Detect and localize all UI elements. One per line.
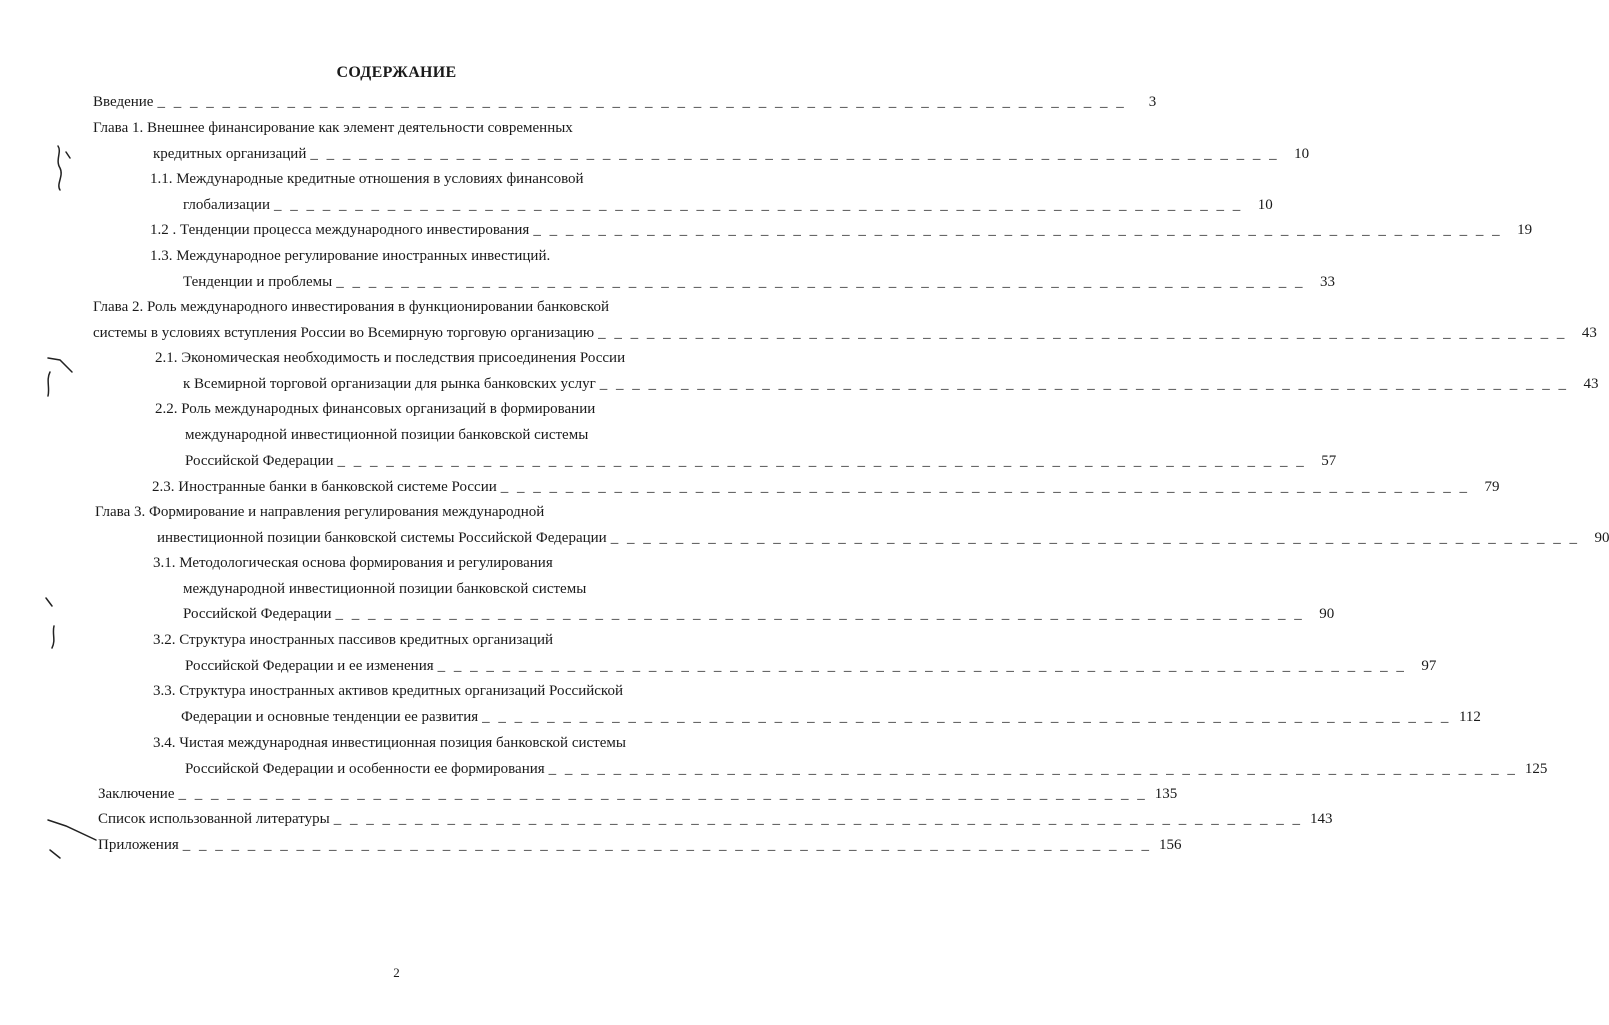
toc-leader: _ _ _ _ _ _ _ _ _ _ _ _ _ _ _ _ _ _ _ _ _ _ _ _ _ _ _ _ _ _ _ _ _ _ _ _ _ _ _ _ _ _ _ _ _ _ _ _ _ _ _ _ _ _ _ _ _ _ _ _ (336, 274, 1305, 290)
toc-section-3-3-title: 3.3. Структура иностранных активов кредитных организаций Российской (153, 683, 623, 699)
toc-page-number: 10 (1257, 197, 1273, 213)
toc-entry-label: Российской Федерации (183, 606, 332, 622)
toc-entry-label: глобализации (183, 197, 270, 213)
toc-leader: _ _ _ _ _ _ _ _ _ _ _ _ _ _ _ _ _ _ _ _ _ _ _ _ _ _ _ _ _ _ _ _ _ _ _ _ _ _ _ _ _ _ _ _ _ _ _ _ _ _ _ _ _ _ _ _ _ _ _ _ (335, 606, 1305, 622)
toc-page-number: 10 (1294, 146, 1310, 162)
toc-page-number: 3 (1148, 94, 1157, 110)
toc-leader: _ _ _ _ _ _ _ _ _ _ _ _ _ _ _ _ _ _ _ _ _ _ _ _ _ _ _ _ _ _ _ _ _ _ _ _ _ _ _ _ _ _ _ _ _ _ _ _ _ _ _ _ _ _ _ _ _ _ _ _ (599, 376, 1569, 392)
toc-page-number: 90 (1319, 606, 1335, 622)
toc-page-number: 43 (1581, 325, 1597, 341)
toc-page-number: 135 (1154, 786, 1178, 802)
toc-chapter-3-title: Глава 3. Формирование и направления регулирования международной (95, 504, 545, 520)
toc-leader: _ _ _ _ _ _ _ _ _ _ _ _ _ _ _ _ _ _ _ _ _ _ _ _ _ _ _ _ _ _ _ _ _ _ _ _ _ _ _ _ _ _ _ _ _ _ _ _ _ _ _ _ _ _ _ _ _ _ _ _ (437, 658, 1407, 674)
toc-page-number: 156 (1159, 837, 1182, 853)
toc-leader: _ _ _ _ _ _ _ _ _ _ _ _ _ _ _ _ _ _ _ _ _ _ _ _ _ _ _ _ _ _ _ _ _ _ _ _ _ _ _ _ _ _ _ _ _ _ _ _ _ _ _ _ _ _ _ _ _ _ _ _ (482, 709, 1451, 725)
page-title: СОДЕРЖАНИЕ (336, 64, 457, 81)
toc-section-3-2-title: 3.2. Структура иностранных пассивов кредитных организаций (153, 632, 554, 648)
toc-leader: _ _ _ _ _ _ _ _ _ _ _ _ _ _ _ _ _ _ _ _ _ _ _ _ _ _ _ _ _ _ _ _ _ _ _ _ _ _ _ _ _ _ _ _ _ _ _ _ _ _ _ _ _ _ _ _ _ _ _ _ (337, 453, 1307, 469)
toc-page-number: 19 (1517, 222, 1533, 238)
toc-leader: _ _ _ _ _ _ _ _ _ _ _ _ _ _ _ _ _ _ _ _ _ _ _ _ _ _ _ _ _ _ _ _ _ _ _ _ _ _ _ _ _ _ _ _ _ _ _ _ _ _ _ _ _ _ _ _ _ _ _ _ (182, 837, 1152, 853)
toc-entry-label: Российской Федерации и ее изменения (185, 658, 434, 674)
toc-entry-label: Приложения (98, 837, 179, 853)
pencil-mark (48, 820, 96, 840)
toc-section-1-3-title: 1.3. Международное регулирование иностранных инвестиций. (150, 248, 551, 264)
toc-page-number: 33 (1319, 274, 1335, 290)
toc-entry-label: Федерации и основные тенденции ее развития (181, 709, 479, 725)
page-number: 2 (393, 965, 400, 980)
toc-page-number: 57 (1321, 453, 1337, 469)
toc-leader: _ _ _ _ _ _ _ _ _ _ _ _ _ _ _ _ _ _ _ _ _ _ _ _ _ _ _ _ _ _ _ _ _ _ _ _ _ _ _ _ _ _ _ _ _ _ _ _ _ _ _ _ _ _ _ _ _ _ _ _ (310, 146, 1280, 162)
toc-entry-label: Тенденции и проблемы (183, 274, 333, 290)
toc-page-number: 90 (1594, 530, 1609, 546)
toc-section-2-1-title: 2.1. Экономическая необходимость и последствия присоединения России (155, 350, 626, 366)
toc-leader: _ _ _ _ _ _ _ _ _ _ _ _ _ _ _ _ _ _ _ _ _ _ _ _ _ _ _ _ _ _ _ _ _ _ _ _ _ _ _ _ _ _ _ _ _ _ _ _ _ _ _ _ _ _ _ _ _ _ _ _ (157, 94, 1127, 110)
toc-leader: _ _ _ _ _ _ _ _ _ _ _ _ _ _ _ _ _ _ _ _ _ _ _ _ _ _ _ _ _ _ _ _ _ _ _ _ _ _ _ _ _ _ _ _ _ _ _ _ _ _ _ _ _ _ _ _ _ _ _ _ (273, 197, 1243, 213)
toc-entry-label: инвестиционной позиции банковской системы Российской Федерации (157, 530, 607, 546)
toc-page-number: 97 (1421, 658, 1437, 674)
toc-entry-label: Введение (93, 94, 154, 110)
toc-entry-label: кредитных организаций (153, 146, 307, 162)
toc-entry-label: 2.3. Иностранные банки в банковской системе России (152, 479, 497, 495)
scan-margin-marks (0, 0, 793, 1025)
toc-page-number: 112 (1458, 709, 1481, 725)
toc-leader: _ _ _ _ _ _ _ _ _ _ _ _ _ _ _ _ _ _ _ _ _ _ _ _ _ _ _ _ _ _ _ _ _ _ _ _ _ _ _ _ _ _ _ _ _ _ _ _ _ _ _ _ _ _ _ _ _ _ _ _ (533, 222, 1503, 238)
toc-section-1-1-title: 1.1. Международные кредитные отношения в условиях финансовой (150, 171, 584, 187)
toc-section-3-4-title: 3.4. Чистая международная инвестиционная позиция банковской системы (153, 735, 626, 751)
toc-page-number: 43 (1583, 376, 1599, 392)
toc-leader: _ _ _ _ _ _ _ _ _ _ _ _ _ _ _ _ _ _ _ _ _ _ _ _ _ _ _ _ _ _ _ _ _ _ _ _ _ _ _ _ _ _ _ _ _ _ _ _ _ _ _ _ _ _ _ _ _ _ _ _ (500, 479, 1470, 495)
toc-entry-label: к Всемирной торговой организации для рынка банковских услуг (183, 376, 596, 392)
toc-entry-label: Заключение (98, 786, 175, 802)
toc-page-number: 143 (1310, 811, 1333, 827)
toc-chapter-1-title: Глава 1. Внешнее финансирование как элемент деятельности современных (93, 120, 573, 136)
toc-entry-label: Список использованной литературы (98, 811, 330, 827)
pencil-mark (50, 850, 60, 858)
pencil-mark (48, 358, 72, 372)
toc-section-2-2-line-2: международной инвестиционной позиции банковской системы (185, 427, 589, 443)
pencil-mark (46, 598, 52, 606)
toc-leader: _ _ _ _ _ _ _ _ _ _ _ _ _ _ _ _ _ _ _ _ _ _ _ _ _ _ _ _ _ _ _ _ _ _ _ _ _ _ _ _ _ _ _ _ _ _ _ _ _ _ _ _ _ _ _ _ _ _ _ _ (178, 786, 1148, 802)
toc-leader: _ _ _ _ _ _ _ _ _ _ _ _ _ _ _ _ _ _ _ _ _ _ _ _ _ _ _ _ _ _ _ _ _ _ _ _ _ _ _ _ _ _ _ _ _ _ _ _ _ _ _ _ _ _ _ _ _ _ _ _ (610, 530, 1580, 546)
toc-leader: _ _ _ _ _ _ _ _ _ _ _ _ _ _ _ _ _ _ _ _ _ _ _ _ _ _ _ _ _ _ _ _ _ _ _ _ _ _ _ _ _ _ _ _ _ _ _ _ _ _ _ _ _ _ _ _ _ _ _ _ (598, 325, 1567, 341)
toc-entry-label: Российской Федерации и особенности ее формирования (185, 761, 545, 777)
toc-entry-label: 1.2 . Тенденции процесса международного инвестирования (150, 222, 530, 238)
toc-entry-label: Российской Федерации (185, 453, 334, 469)
pencil-mark (58, 146, 61, 190)
toc-entry-label: системы в условиях вступления России во Всемирную торговую организацию (93, 325, 595, 341)
pencil-mark (66, 152, 70, 158)
toc-page-number: 79 (1484, 479, 1500, 495)
toc-chapter-2-title: Глава 2. Роль международного инвестирования в функционировании банковской (93, 299, 610, 315)
toc-section-3-1-line-2: международной инвестиционной позиции банковской системы (183, 581, 587, 597)
toc-leader: _ _ _ _ _ _ _ _ _ _ _ _ _ _ _ _ _ _ _ _ _ _ _ _ _ _ _ _ _ _ _ _ _ _ _ _ _ _ _ _ _ _ _ _ _ _ _ _ _ _ _ _ _ _ _ _ _ _ _ _ (333, 811, 1303, 827)
toc-leader: _ _ _ _ _ _ _ _ _ _ _ _ _ _ _ _ _ _ _ _ _ _ _ _ _ _ _ _ _ _ _ _ _ _ _ _ _ _ _ _ _ _ _ _ _ _ _ _ _ _ _ _ _ _ _ _ _ _ _ _ (548, 761, 1518, 777)
toc-section-3-1-title: 3.1. Методологическая основа формирования и регулирования (153, 555, 553, 571)
toc-page-number: 125 (1524, 761, 1548, 777)
pencil-mark (52, 626, 54, 648)
pencil-mark (48, 372, 50, 396)
toc-section-2-2-title: 2.2. Роль международных финансовых организаций в формировании (155, 401, 596, 417)
